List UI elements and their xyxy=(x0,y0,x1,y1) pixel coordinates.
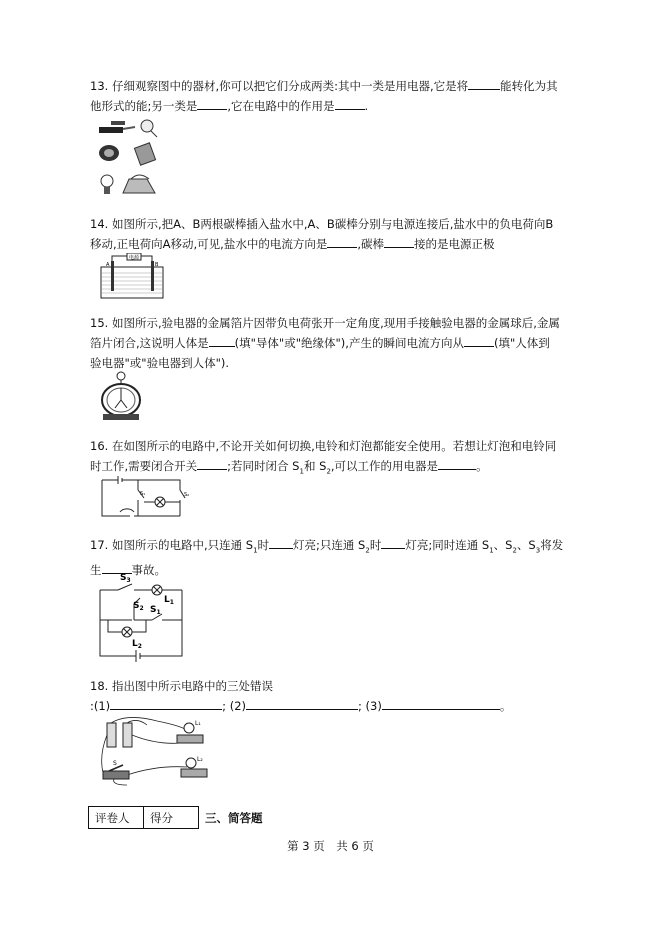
buzzer-icon xyxy=(141,120,157,137)
q13-blank-1[interactable] xyxy=(468,76,500,90)
q18-circuit-figure xyxy=(97,715,212,790)
question-13: 13. 仔细观察图中的器材,你可以把它们分成两类:其中一类是用电器,它是将 能转化为其 他形式的能;另一类是 ,它在电路中的作用是 . xyxy=(90,76,570,116)
switch-s3 xyxy=(118,584,132,590)
score-table xyxy=(88,806,199,829)
iron-icon xyxy=(123,175,155,193)
bulb-icon xyxy=(101,175,113,194)
question-14: 14. 如图所示,把A、B两根碳棒插入盐水中,A、B碳棒分别与电源连接后,盐水中的负电荷向B 移动,正电荷向A移动,可见,盐水中的电流方向是 ,碳棒 接的是电源正极 xyxy=(90,217,554,251)
hotplate-icon xyxy=(99,145,119,161)
q18-blank-2[interactable] xyxy=(246,696,358,710)
svg-text:S3: $S_3$ xyxy=(120,573,131,584)
q14-blank-2[interactable] xyxy=(384,234,414,248)
q13-text: 13. 仔细观察图中的器材,你可以把它们分成两类:其中一类是用电器,它是将 xyxy=(90,79,469,93)
q16-blank-1[interactable] xyxy=(197,456,227,470)
question-18: 18. 指出图中所示电路中的三处错误 :(1) ; (2) ; (3) 。 xyxy=(90,679,512,713)
q18-blank-1[interactable] xyxy=(110,696,222,710)
q15-blank-2[interactable] xyxy=(464,333,494,347)
svg-text:S2: $S_2$ xyxy=(133,601,144,612)
svg-text:S1: $S_1$ xyxy=(150,605,161,616)
q14-blank-1[interactable] xyxy=(327,234,357,248)
q14-saltwater-figure xyxy=(97,253,167,300)
switch-icon xyxy=(99,121,135,133)
q13-equipment-figure xyxy=(95,115,165,205)
svg-text:L1: $L_1$ xyxy=(164,595,174,606)
svg-text:L₁: L₁ xyxy=(195,720,201,727)
bell-icon xyxy=(120,509,134,512)
reviewer-header: 评卷人 xyxy=(89,807,144,829)
svg-text:L₂: L₂ xyxy=(197,756,203,763)
page-footer: 第 3 页 共 6 页 xyxy=(287,839,374,853)
electroscope-figure xyxy=(97,370,147,422)
score-header: 得分 xyxy=(144,807,199,829)
question-16: 16. 在如图所示的电路中,不论开关如何切换,电铃和灯泡都能安全使用。若想让灯泡和电铃同 时工作,需要闭合开关 ;若同时闭合 $S_1$和 $S_2$,可以工作的用电器是 。 xyxy=(90,439,557,476)
svg-text:B: B xyxy=(155,262,159,268)
q15-blank-1[interactable] xyxy=(209,333,235,347)
question-15: 15. 如图所示,验电器的金属箔片因带负电荷张开一定角度,现用手接触验电器的金属球后,金属 箔片闭合,这说明人体是 (填"导体"或"绝缘体"),产生的瞬间电流方向从 (填"人体到 验电器"或"验电器到人体"). xyxy=(90,316,560,370)
lamp-l2-icon xyxy=(181,758,207,777)
battery-cells xyxy=(107,723,132,747)
q17-blank-1[interactable] xyxy=(269,535,293,549)
q17-blank-2[interactable] xyxy=(381,535,405,549)
battery-icon xyxy=(134,143,155,165)
q18-blank-3[interactable] xyxy=(382,696,500,710)
q16-circuit-figure xyxy=(100,476,195,518)
svg-text:A: A xyxy=(106,262,110,268)
q16-blank-2[interactable] xyxy=(438,456,476,470)
svg-text:S₁: S₁ xyxy=(140,491,146,497)
q13-blank-2[interactable] xyxy=(197,96,227,110)
section-heading: 三、简答题 xyxy=(205,811,263,825)
switch-s-icon xyxy=(103,765,129,779)
svg-text:S₂: S₂ xyxy=(184,492,190,498)
power-source-label: 电源 xyxy=(128,255,140,261)
q13-blank-3[interactable] xyxy=(335,96,365,110)
q17-circuit-figure xyxy=(98,570,186,662)
svg-text:L2: $L_2$ xyxy=(132,639,142,650)
question-17: 17. 如图所示的电路中,只连通 $S_1$时 灯亮;只连通 $S_2$时 灯亮;同时连通 $S_1$、$S_2$、$S_3$将发 生 事故。 xyxy=(90,535,570,580)
svg-text:S: S xyxy=(113,760,117,767)
